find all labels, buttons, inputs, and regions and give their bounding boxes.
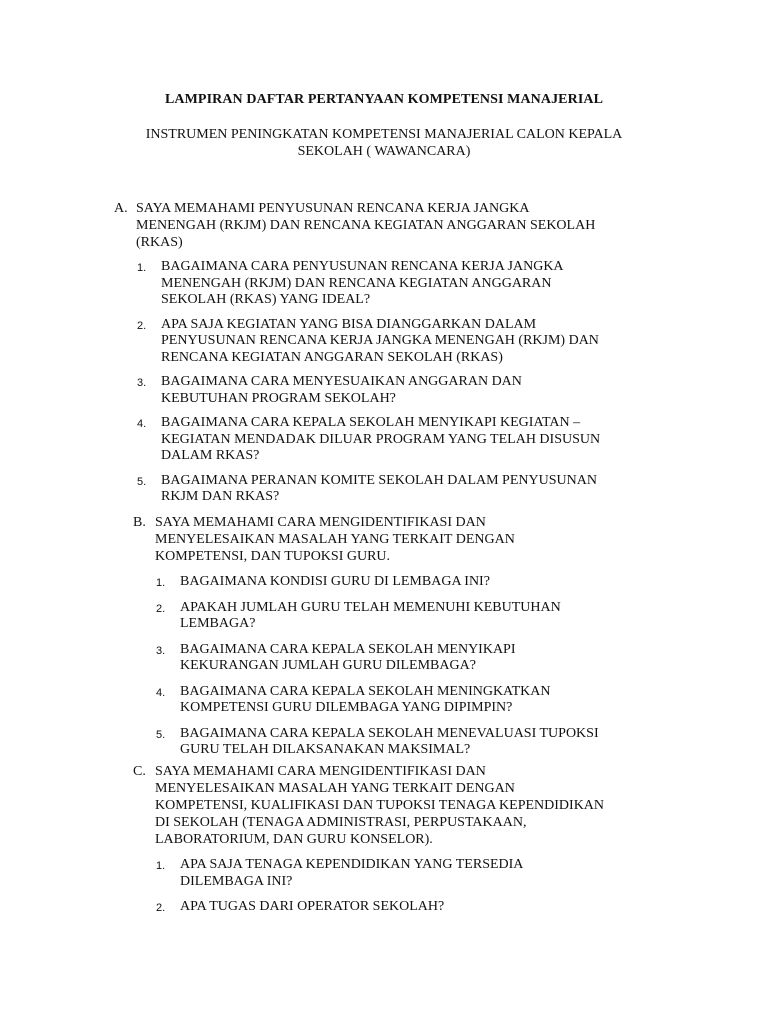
question-number: 1.: [156, 577, 166, 589]
section-heading-text: SAYA MEMAHAMI CARA MENGIDENTIFIKASI DAN MENYELESAIKAN MASALAH YANG TERKAIT DENGAN KOMPETENSI, KUALIFIKASI DAN TUPOKSI TENAGA KEPENDIDIKAN DI SEKOLAH (TENAGA ADMINISTRASI, PERPUSTAKAAN, LABORATORIUM, DAN GURU KONSELOR).: [155, 764, 605, 847]
question-number: 4.: [137, 418, 147, 430]
question-list: [137, 259, 654, 506]
section-letter: A.: [114, 201, 128, 216]
question-list: [156, 857, 658, 916]
question-text: BAGAIMANA KONDISI GURU DI LEMBAGA INI?: [180, 574, 490, 589]
question-item: [137, 473, 654, 506]
question-item: [137, 259, 654, 309]
question-text: APA SAJA KEGIATAN YANG BISA DIANGGARKAN DALAM PENYUSUNAN RENCANA KERJA JANGKA MENENGAH (RKJM) DAN RENCANA KEGIATAN ANGGARAN SEKOLAH (RKAS): [161, 316, 599, 365]
question-item: [137, 317, 654, 367]
question-item: [156, 857, 658, 890]
question-text: APAKAH JUMLAH GURU TELAH MEMENUHI KEBUTUHAN LEMBAGA?: [180, 599, 561, 631]
question-text: BAGAIMANA CARA KEPALA SEKOLAH MENINGKATKAN KOMPETENSI GURU DILEMBAGA YANG DIPIMPIN?: [180, 683, 551, 715]
question-number: 5.: [156, 728, 166, 741]
section-heading-text: SAYA MEMAHAMI CARA MENGIDENTIFIKASI DAN MENYELESAIKAN MASALAH YANG TERKAIT DENGAN KOMPETENSI, DAN TUPOKSI GURU.: [155, 515, 515, 564]
section-letter: B.: [133, 515, 146, 530]
section-heading: [133, 514, 633, 565]
document-subtitle: INSTRUMEN PENINGKATAN KOMPETENSI MANAJERIAL CALON KEPALA SEKOLAH ( WAWANCARA): [145, 127, 623, 159]
section-heading-text: SAYA MEMAHAMI PENYUSUNAN RENCANA KERJA JANGKA MENENGAH (RKJM) DAN RENCANA KEGIATAN ANGGARAN SEKOLAH (RKAS): [136, 201, 596, 250]
question-text: APA TUGAS DARI OPERATOR SEKOLAH?: [180, 899, 445, 914]
question-text: BAGAIMANA CARA MENYESUAIKAN ANGGARAN DAN KEBUTUHAN PROGRAM SEKOLAH?: [161, 374, 522, 406]
question-text: BAGAIMANA CARA KEPALA SEKOLAH MENYIKAPI KEKURANGAN JUMLAH GURU DILEMBAGA?: [180, 641, 516, 673]
question-number: 3.: [137, 377, 147, 389]
question-text: BAGAIMANA CARA PENYUSUNAN RENCANA KERJA JANGKA MENENGAH (RKJM) DAN RENCANA KEGIATAN ANGGARAN SEKOLAH (RKAS) YANG IDEAL?: [161, 259, 564, 307]
section-b: [133, 514, 633, 768]
section-letter: C.: [133, 764, 146, 779]
question-number: 1.: [137, 262, 147, 274]
question-text: APA SAJA TENAGA KEPENDIDIKAN YANG TERSEDIA DILEMBAGA INI?: [180, 857, 524, 889]
question-item: [156, 684, 633, 717]
document-title: LAMPIRAN DAFTAR PERTANYAAN KOMPETENSI MANAJERIAL: [164, 92, 604, 107]
section-c: [133, 763, 658, 925]
question-text: BAGAIMANA CARA KEPALA SEKOLAH MENYIKAPI KEGIATAN – KEGIATAN MENDADAK DILUAR PROGRAM YANG TELAH DISUSUN DALAM RKAS?: [161, 415, 601, 463]
question-number: 2.: [137, 319, 147, 332]
question-text: BAGAIMANA CARA KEPALA SEKOLAH MENEVALUASI TUPOKSI GURU TELAH DILAKSANAKAN MAKSIMAL?: [180, 725, 599, 757]
question-number: 2.: [156, 602, 166, 615]
question-item: [156, 600, 633, 633]
question-item: [137, 374, 654, 407]
question-number: 3.: [156, 644, 166, 657]
question-number: 4.: [156, 686, 166, 699]
question-item: [156, 574, 633, 591]
section-heading: [114, 200, 654, 251]
question-number: 1.: [156, 860, 166, 872]
section-heading: [133, 763, 658, 848]
question-number: 2.: [156, 902, 166, 914]
question-item: [156, 899, 658, 916]
question-item: [137, 415, 654, 465]
question-number: 5.: [137, 475, 147, 488]
question-item: [156, 726, 633, 759]
question-item: [156, 642, 633, 675]
question-text: BAGAIMANA PERANAN KOMITE SEKOLAH DALAM PENYUSUNAN RKJM DAN RKAS?: [161, 472, 597, 504]
section-a: [114, 200, 654, 514]
question-list: [156, 574, 633, 759]
